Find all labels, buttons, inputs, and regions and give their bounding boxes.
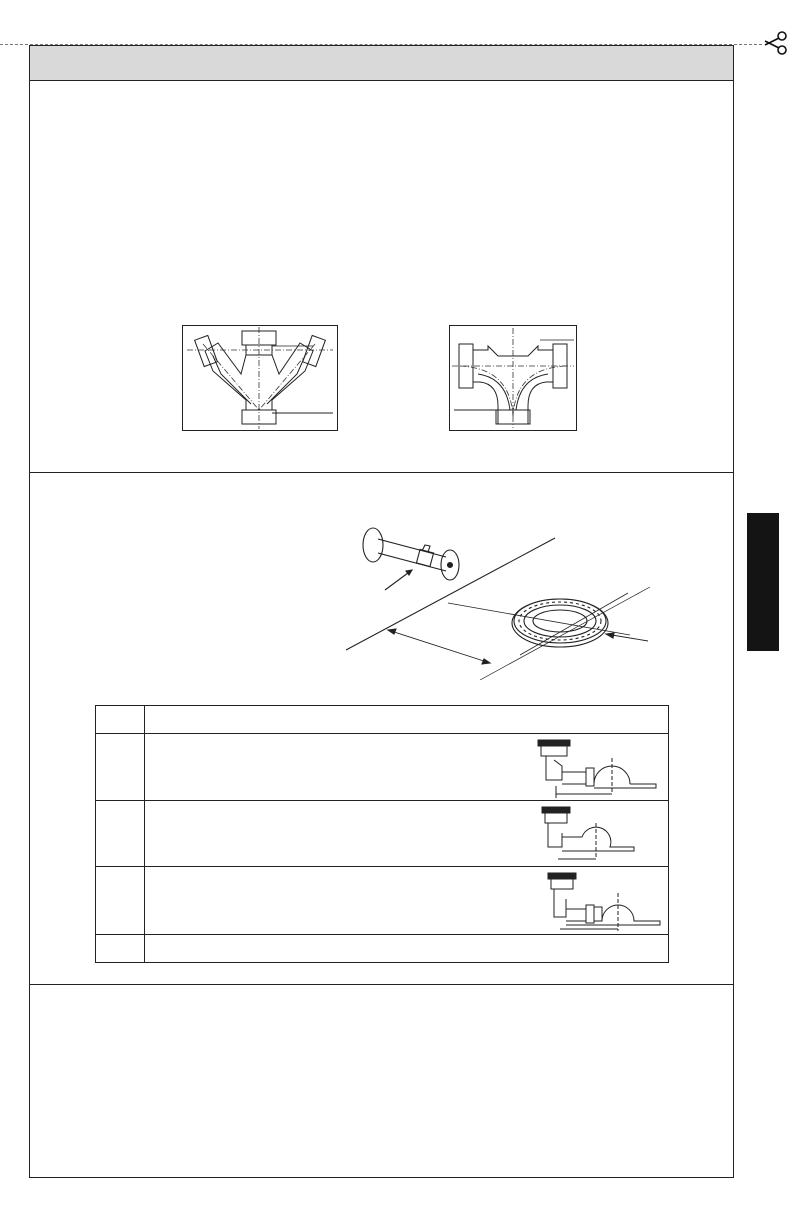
table-header-row <box>96 706 669 734</box>
rough-in-option-2-diagram-icon <box>540 805 640 865</box>
table-row <box>96 867 669 935</box>
rough-in-table <box>95 705 669 963</box>
section-header-bar <box>30 46 733 81</box>
wye-fitting-figure <box>182 325 338 431</box>
side-tab <box>747 513 779 651</box>
rough-in-option-3-diagram-icon <box>546 871 664 933</box>
table-cell <box>145 706 669 734</box>
section-divider-2 <box>30 984 733 985</box>
wye-fitting-diagram <box>183 326 337 430</box>
section-divider-1 <box>30 472 733 473</box>
table-cell <box>145 801 669 867</box>
table-cell <box>145 734 669 801</box>
table-cell <box>145 867 669 935</box>
table-cell <box>96 706 145 734</box>
table-cell <box>96 801 145 867</box>
table-cell <box>96 867 145 935</box>
table-row <box>96 801 669 867</box>
table-row <box>96 935 669 963</box>
sanitary-tee-figure <box>449 325 577 431</box>
table-row <box>96 734 669 801</box>
scissors-icon <box>764 30 790 56</box>
rough-in-illustration <box>330 515 660 680</box>
table-cell <box>96 734 145 801</box>
rough-in-option-1-diagram-icon <box>536 738 662 800</box>
sanitary-tee-diagram <box>450 326 576 430</box>
table-cell <box>96 935 145 963</box>
table-cell <box>145 935 669 963</box>
